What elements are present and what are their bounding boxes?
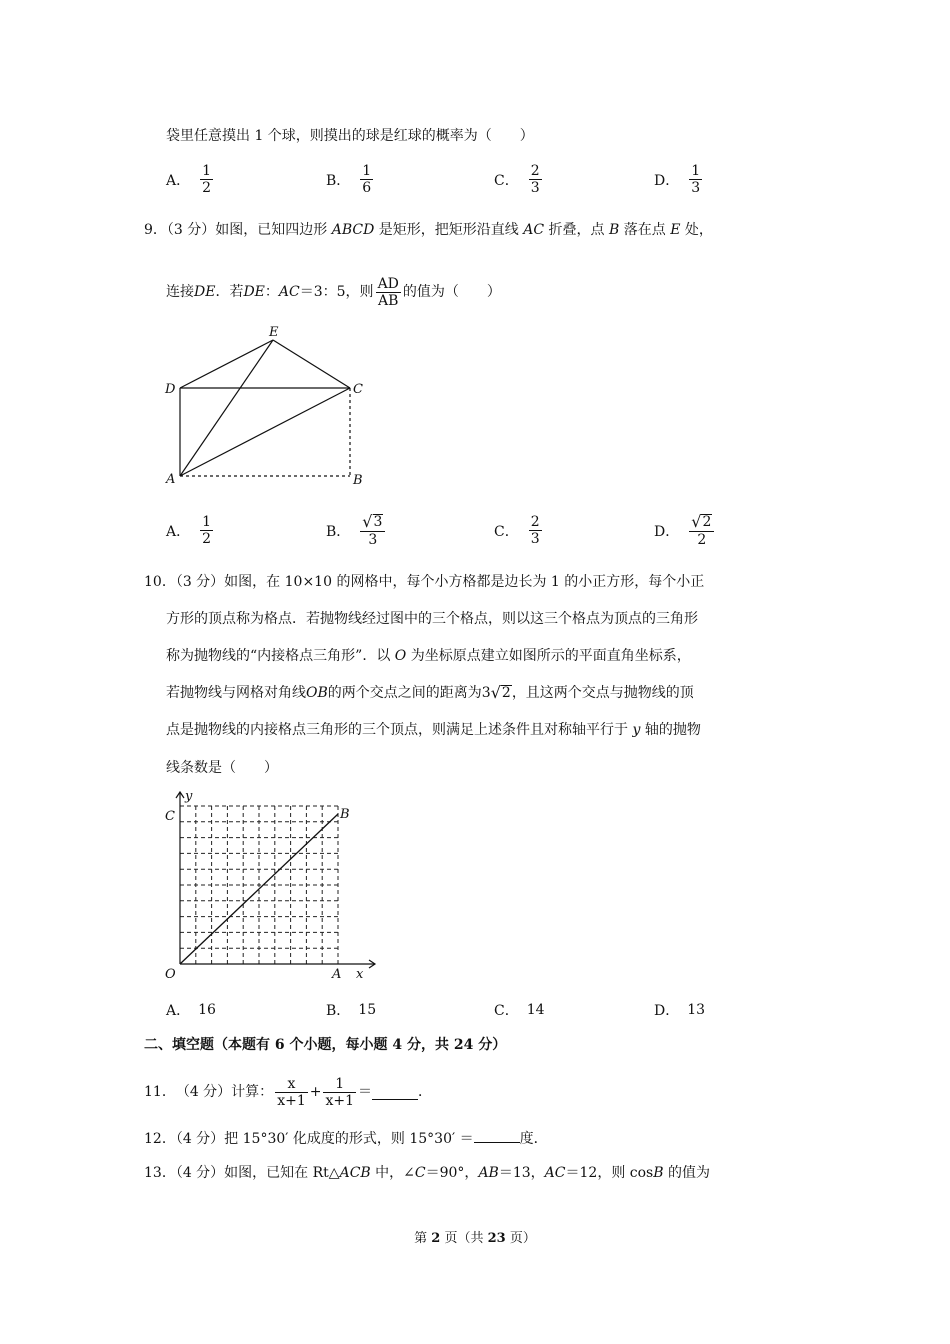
text: （3 分）如图，在 10×10 的网格中，每个小方格都是边长为 1 的小正方形，每个小正	[175, 574, 705, 590]
numerator: 2	[530, 163, 540, 179]
fraction	[360, 163, 373, 196]
section-heading: 二、填空题（本题有 6 个小题，每小题 4 分，共 24 分）	[144, 1037, 507, 1053]
numerator: 1	[202, 163, 212, 179]
option-label: C．	[494, 172, 519, 189]
q8-text: 袋里任意摸出 1 个球，则摸出的球是红球的概率为（ ）	[166, 128, 534, 144]
text: O	[394, 648, 407, 664]
question-number: 12．	[144, 1131, 176, 1147]
denominator: 6	[362, 180, 372, 196]
question-number: 10．	[144, 574, 176, 590]
total-pages: 23	[487, 1231, 506, 1246]
denominator: 2	[697, 532, 707, 548]
question-number: 13．	[144, 1165, 176, 1181]
option-label: D．	[654, 524, 680, 540]
fraction-ad-ab	[376, 276, 401, 309]
option-label: B．	[326, 524, 351, 540]
numerator: 1	[691, 163, 701, 179]
label-c: C	[165, 809, 175, 824]
square-root	[362, 514, 383, 530]
numerator: 1	[202, 514, 212, 530]
option-label: C．	[494, 1003, 519, 1019]
option-label: B．	[326, 1003, 351, 1019]
label-c: C	[353, 382, 363, 397]
denominator: 3	[530, 531, 540, 547]
q8-option-c[interactable]	[494, 163, 544, 196]
q9-option-a[interactable]	[166, 514, 215, 547]
text: （4 分）如图，已知在 Rt△	[175, 1165, 340, 1181]
label-y-axis: y	[185, 789, 193, 804]
numerator: 2	[530, 514, 540, 530]
text: 是矩形，把矩形沿直线	[374, 222, 524, 238]
text: B	[653, 1165, 664, 1181]
text: DE	[194, 284, 216, 300]
option-label: A．	[166, 1003, 191, 1019]
square-root	[491, 685, 512, 701]
page-number: 2	[431, 1231, 441, 1246]
radical-sign: √	[490, 683, 501, 702]
answer-blank[interactable]	[474, 1128, 520, 1143]
text: DE	[243, 284, 265, 300]
q9-option-b[interactable]	[326, 514, 387, 548]
denominator: 3	[691, 180, 701, 196]
text: AC	[278, 284, 300, 300]
question-number: 9．	[144, 222, 167, 238]
text: 落在点	[619, 222, 671, 238]
question-number: 11．	[144, 1084, 176, 1100]
text: ＝90°，	[425, 1165, 479, 1181]
option-label: D．	[654, 1003, 680, 1019]
option-label: C．	[494, 523, 519, 540]
text: （4 分）计算：	[175, 1084, 274, 1100]
text: ABCD	[331, 222, 375, 238]
label-d: D	[165, 382, 176, 397]
text: OB	[306, 685, 328, 701]
text: E	[670, 222, 681, 238]
q9-rectangle-figure	[160, 318, 380, 494]
option-value: 14	[526, 1002, 545, 1018]
option-label: B．	[326, 172, 351, 189]
text: AB	[478, 1165, 499, 1181]
q10-line-5	[166, 720, 701, 740]
q12-line	[144, 1128, 548, 1149]
text: 点是抛物线的内接格点三角形的三个顶点，则满足上述条件且对称轴平行于	[166, 722, 633, 738]
option-value: 16	[198, 1002, 216, 1018]
q8-option-a[interactable]	[166, 163, 215, 196]
q10-option-c[interactable]	[494, 1000, 545, 1020]
text: 连接	[166, 284, 194, 300]
q10-grid-figure	[160, 784, 390, 984]
numerator: x	[287, 1075, 296, 1092]
numerator: 1	[335, 1075, 345, 1092]
fraction	[529, 514, 542, 547]
plus-sign: +	[309, 1084, 322, 1100]
text: ＝12，则 cos	[565, 1165, 654, 1181]
label-e: E	[269, 325, 279, 340]
label-x-axis: x	[356, 967, 364, 982]
denominator: x+1	[277, 1092, 306, 1109]
fraction-2	[323, 1076, 356, 1109]
page-footer	[0, 1229, 950, 1249]
q8-option-d[interactable]	[654, 163, 704, 196]
text: ．	[418, 1084, 433, 1100]
label-a: A	[332, 967, 342, 982]
fraction	[200, 514, 213, 547]
square-root	[691, 514, 712, 530]
q9-line-1	[144, 220, 713, 240]
q10-line-3	[166, 646, 691, 666]
q10-line-1	[144, 572, 704, 592]
fraction	[200, 163, 213, 196]
option-value: 15	[358, 1002, 377, 1018]
denominator: AB	[378, 292, 399, 309]
text: 中，∠	[370, 1165, 415, 1181]
text: 处，	[680, 222, 713, 238]
option-value: 13	[687, 1002, 706, 1018]
denominator: 2	[202, 180, 212, 196]
text: ＝13，	[498, 1165, 545, 1181]
text: ，且这两个交点与抛物线的顶	[511, 685, 694, 701]
text: AC	[544, 1165, 566, 1181]
radicand: 3	[373, 514, 383, 530]
radicand: 2	[702, 514, 712, 530]
q11-line	[144, 1072, 432, 1112]
q10-option-a[interactable]	[166, 1000, 216, 1020]
option-label: A．	[166, 172, 191, 189]
answer-blank[interactable]	[372, 1085, 418, 1100]
text: （3 分）如图，已知四边形	[166, 222, 332, 238]
text: C	[414, 1165, 426, 1181]
label-b: B	[353, 473, 363, 488]
radical-sign: √	[362, 512, 373, 531]
coefficient: 3	[481, 685, 491, 701]
text: AC	[523, 222, 545, 238]
q13-line	[144, 1163, 710, 1183]
text: 的值为（ ）	[402, 284, 501, 300]
text: 的两个交点之间的距离为	[327, 685, 482, 701]
numerator: AD	[377, 275, 399, 292]
fraction-1	[275, 1076, 308, 1109]
text: 称为抛物线的“内接格点三角形”．以	[166, 648, 395, 664]
option-label: A．	[166, 523, 191, 540]
text: 第	[414, 1231, 432, 1246]
text: ACB	[339, 1165, 371, 1181]
q9-option-c[interactable]	[494, 514, 544, 547]
text: 的值为	[663, 1165, 710, 1181]
text: 度．	[519, 1131, 548, 1147]
fraction	[529, 163, 542, 196]
text: ．若	[215, 284, 244, 300]
text: y	[632, 722, 641, 738]
label-a: A	[166, 472, 176, 487]
numerator: 1	[362, 163, 372, 179]
radicand: 2	[501, 685, 511, 701]
fraction	[689, 163, 702, 196]
text: ：	[264, 284, 279, 300]
text: 为坐标原点建立如图所示的平面直角坐标系，	[406, 648, 691, 664]
q10-line-2: 方形的顶点称为格点．若抛物线经过图中的三个格点，则以这三个格点为顶点的三角形	[166, 611, 698, 627]
label-b: B	[340, 807, 350, 822]
denominator: 2	[202, 531, 212, 547]
equals-sign: ＝	[358, 1084, 373, 1100]
q10-line-6: 线条数是（ ）	[166, 760, 278, 776]
text: 若抛物线与网格对角线	[166, 685, 306, 701]
q10-option-b[interactable]	[326, 1000, 376, 1020]
fraction	[689, 514, 714, 548]
q10-line-4	[166, 683, 694, 703]
label-o: O	[165, 967, 176, 982]
q10-option-d[interactable]	[654, 1000, 705, 1020]
text: 页（共	[440, 1231, 488, 1246]
denominator: 3	[530, 180, 540, 196]
q9-line-2	[166, 274, 501, 310]
text: ＝3：5，则	[299, 284, 374, 300]
option-label: D．	[654, 172, 680, 189]
text: 页）	[505, 1231, 536, 1246]
radical-sign: √	[691, 512, 702, 531]
fraction	[360, 514, 385, 548]
q8-option-b[interactable]	[326, 163, 375, 196]
denominator: 3	[368, 532, 378, 548]
text: （4 分）把 15°30′ 化成度的形式，则 15°30′ ＝	[175, 1131, 474, 1147]
text: 折叠，点	[544, 222, 609, 238]
denominator: x+1	[325, 1092, 355, 1109]
text: B	[608, 222, 620, 238]
text: 轴的抛物	[640, 722, 701, 738]
q9-option-d[interactable]	[654, 514, 716, 548]
